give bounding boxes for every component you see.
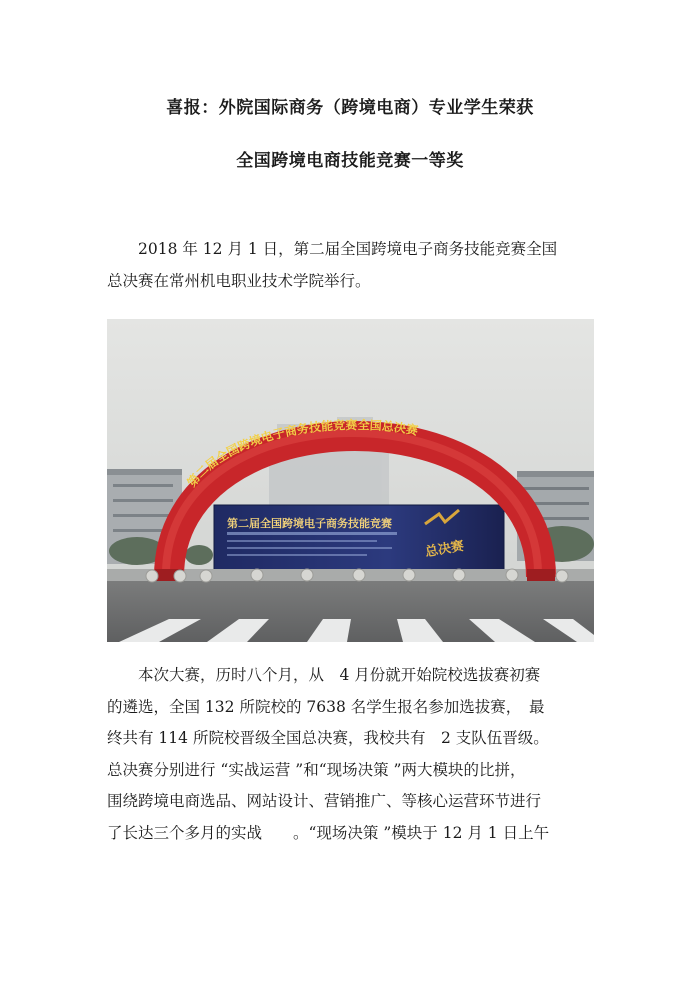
intro-paragraph [107,234,602,297]
details-line-2: 的遴选，全国 132 所院校的 7638 名学生报名参加选拔赛， 最 [107,697,545,716]
details-line-4: 总决赛分别进行 “实战运营 ”和“现场决策 ”两大模块的比拼， [107,760,526,779]
details-line-6: 了长达三个多月的实战 。“现场决策 ”模块于 12 月 1 日上午 [107,823,550,842]
intro-line-1: 2018 年 12 月 1 日，第二届全国跨境电子商务技能竞赛全国 [138,240,558,258]
document-title-line-2: 全国跨境电商技能竞赛一等奖 [236,151,464,171]
road [107,581,594,642]
details-line-3: 终共有 114 所院校晋级全国总决赛，我校共有 2 支队伍晋级。 [107,729,549,747]
arch-text: 第二届全国跨境电子商务技能竞赛全国总决赛 [184,417,420,490]
event-photo [107,319,594,642]
banner-title: 第二届全国跨境电子商务技能竞赛 [227,517,392,530]
document-title-line-1: 喜报：外院国际商务（跨境电商）专业学生荣获 [166,98,534,118]
banner-logo: 总决赛 [424,538,466,561]
intro-line-2: 总决赛在常州机电职业技术学院举行。 [107,271,371,290]
details-paragraph [107,660,602,849]
details-line-1: 本次大赛，历时八个月，从 4 月份就开始院校选拔赛初赛 [138,666,541,684]
details-line-5: 围绕跨境电商选品、网站设计、营销推广、等核心运营环节进行 [107,792,542,810]
